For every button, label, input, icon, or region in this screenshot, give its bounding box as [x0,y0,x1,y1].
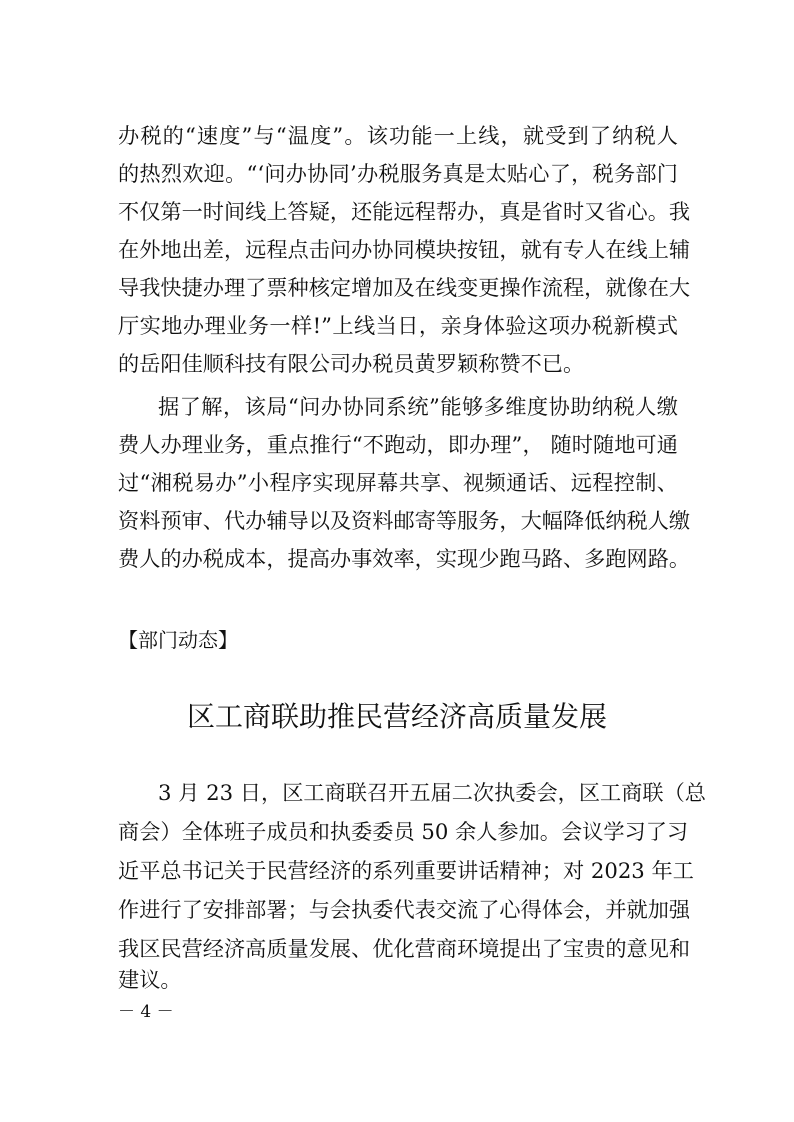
paragraph-3-line-2: 商会）全体班子成员和执委委员 50 余人参加。会议学习了习 [118,819,689,844]
paragraph-3-line-3: 近平总书记关于民营经济的系列重要讲话精神；对 2023 年工 [118,858,694,883]
paragraph-1-line-5: 导我快捷办理了票种核定增加及在线变更操作流程，就像在大 [118,275,691,300]
paragraph-1-line-7: 的岳阳佳顺科技有限公司办税员黄罗颖称赞不已。 [118,351,585,376]
paragraph-3-line-6: 建议。 [118,967,182,992]
paragraph-1-line-2: 的热烈欢迎。“‘问办协同’办税服务真是太贴心了，税务部门 [118,161,678,186]
section-label: 【部门动态】 [118,628,238,652]
paragraph-3-line-4: 作进行了安排部署；与会执委代表交流了心得体会，并就加强 [118,897,691,922]
paragraph-2-line-2: 费人办理业务，重点推行“不跑动，即办理”， 随时随地可通 [118,432,678,457]
page-number: － 4 － [118,1002,174,1022]
paragraph-1-line-4: 在外地出差，远程点击问办协同模块按钮，就有专人在线上辅 [118,237,691,262]
paragraph-1-line-1: 办税的“速度”与“温度”。该功能一上线，就受到了纳税人 [118,123,678,148]
paragraph-2-line-1: 据了解，该局“问办协同系统”能够多维度协助纳税人缴 [158,394,678,419]
paragraph-1-line-6: 厅实地办理业务一样!”上线当日，亲身体验这项办税新模式 [118,313,678,338]
paragraph-3-line-1: 3 月 23 日，区工商联召开五届二次执委会，区工商联（总 [158,780,706,805]
paragraph-3-line-5: 我区民营经济高质量发展、优化营商环境提出了宝贵的意见和 [118,936,691,961]
paragraph-2-line-3: 过“湘税易办”小程序实现屏幕共享、视频通话、远程控制、 [118,470,678,495]
paragraph-2-line-4: 资料预审、代办辅导以及资料邮寄等服务，大幅降低纳税人缴 [118,508,691,533]
paragraph-1-line-3: 不仅第一时间线上答疑，还能远程帮办，真是省时又省心。我 [118,199,691,224]
article-title: 区工商联助推民营经济高质量发展 [186,700,607,733]
paragraph-2-line-5: 费人的办税成本，提高办事效率，实现少跑马路、多跑网路。 [118,546,691,571]
